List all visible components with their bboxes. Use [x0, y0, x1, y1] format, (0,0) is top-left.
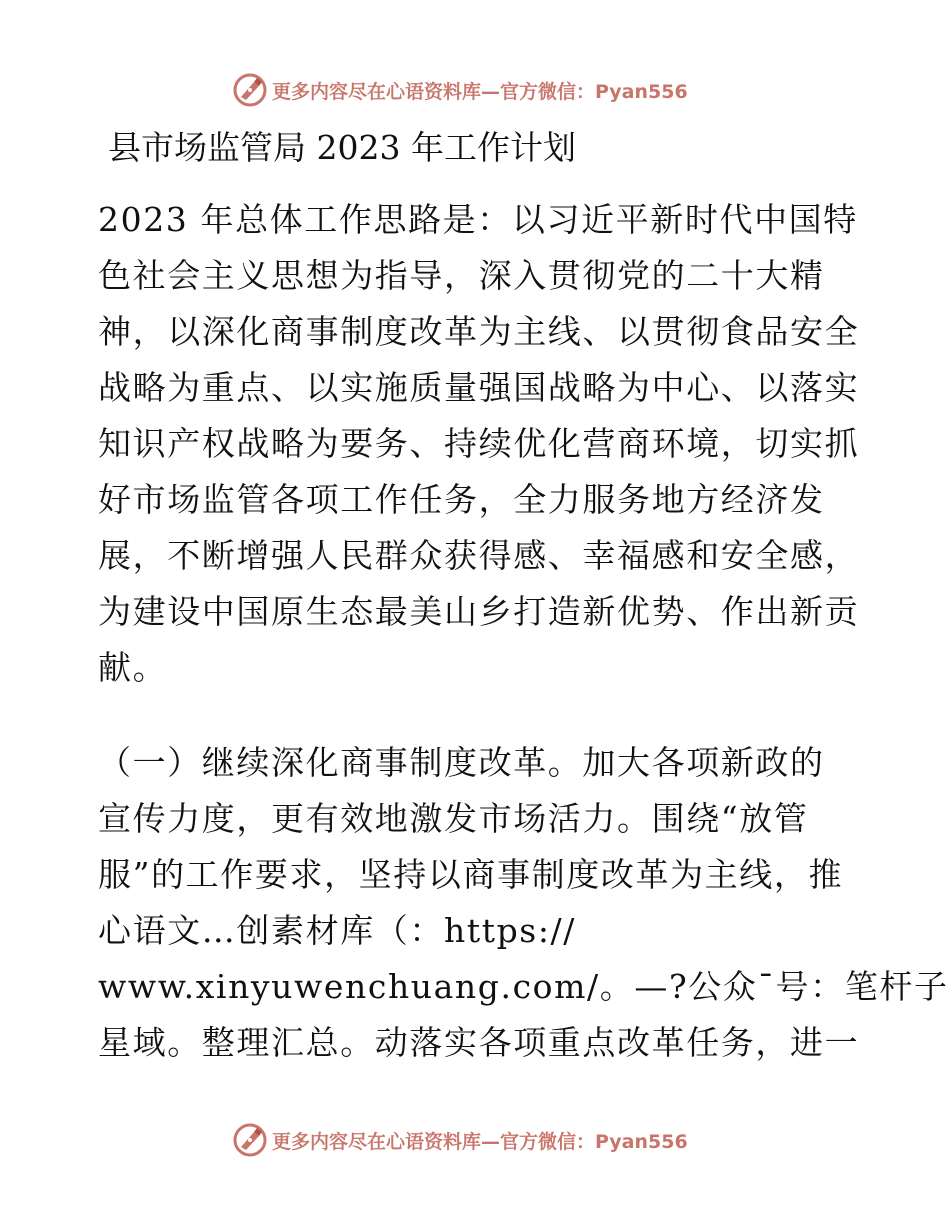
pen-nib-logo-icon: [232, 1122, 268, 1158]
text-line: 2023 年总体工作思路是：以习近平新时代中国特: [98, 200, 858, 239]
text-line: 献。: [98, 648, 168, 687]
document-title: 县市场监管局 2023 年工作计划: [108, 128, 576, 167]
text-line: 星域。整理汇总。动落实各项重点改革任务，进一: [98, 1023, 860, 1062]
text-line: 色社会主义思想为指导，深入贯彻党的二十大精: [98, 256, 825, 295]
text-line: 为建设中国原生态最美山乡打造新优势、作出新贡: [98, 592, 860, 631]
text-line: 宣传力度，更有效地激发市场活力。围绕“放管: [98, 799, 809, 838]
watermark-footer: [232, 1120, 688, 1160]
watermark-header: [232, 70, 688, 110]
text-line: 战略为重点、以实施质量强国战略为中心、以落实: [98, 368, 860, 407]
watermark-text: 更多内容尽在心语资料库—官方微信：Pyan556: [272, 1130, 688, 1153]
text-line: 服”的工作要求，坚持以商事制度改革为主线，推: [98, 855, 844, 894]
text-line: 展，不断增强人民群众获得感、幸福感和安全感，: [98, 536, 860, 575]
paragraph-section-1: [98, 735, 949, 1071]
text-line: 好市场监管各项工作任务，全力服务地方经济发: [98, 480, 825, 519]
text-line: 神，以深化商事制度改革为主线、以贯彻食品安全: [98, 312, 860, 351]
text-line: 知识产权战略为要务、持续优化营商环境，切实抓: [98, 424, 860, 463]
watermark-text: 更多内容尽在心语资料库—官方微信：Pyan556: [272, 80, 688, 103]
paragraph-overview: [98, 192, 858, 696]
text-line: www.xinyuwenchuang.com/。—?公众¯号：笔杆子: [98, 967, 949, 1006]
text-line: 心语文…创素材库（：https://: [98, 911, 576, 950]
text-line: （一）继续深化商事制度改革。加大各项新政的: [98, 743, 825, 782]
pen-nib-logo-icon: [232, 72, 268, 108]
